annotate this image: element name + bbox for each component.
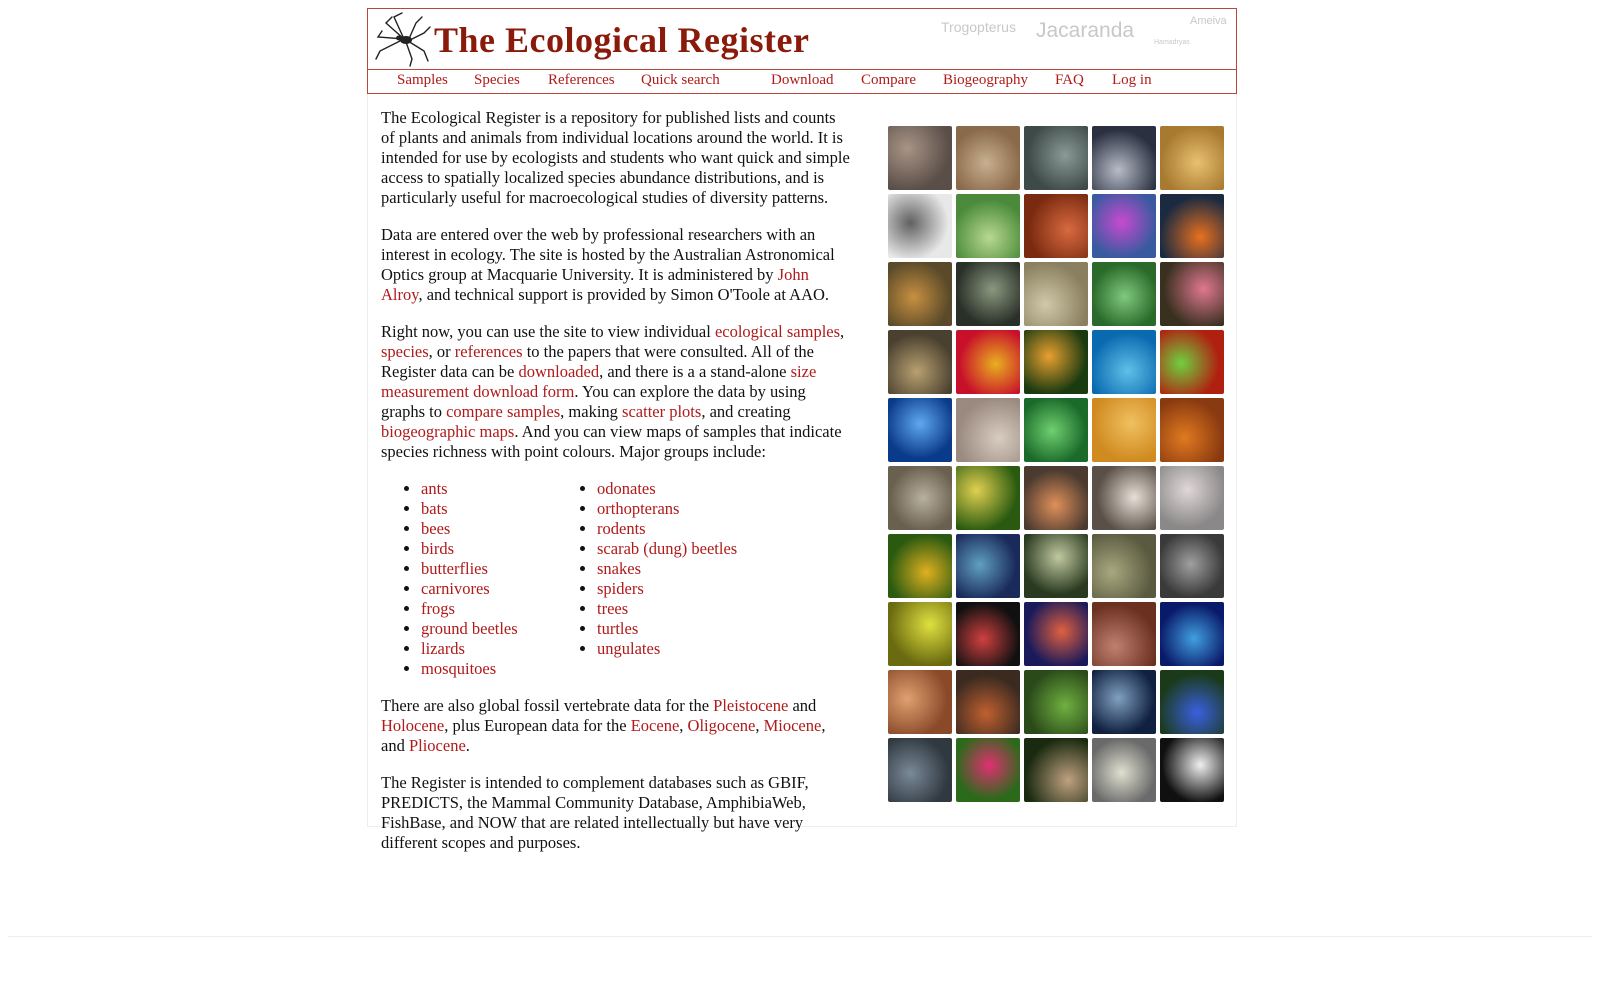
group-list-item bbox=[597, 579, 737, 599]
group-list-item bbox=[597, 619, 737, 639]
scatter-plots-link[interactable]: scatter plots bbox=[622, 402, 702, 421]
species-photo-thumbnail[interactable] bbox=[1160, 466, 1224, 530]
group-list-item bbox=[421, 519, 557, 539]
downloaded-link[interactable]: downloaded bbox=[518, 362, 600, 381]
species-photo-thumbnail[interactable] bbox=[956, 194, 1020, 258]
main-nav bbox=[367, 69, 1237, 94]
nav-references[interactable]: References bbox=[548, 72, 615, 88]
eocene-link[interactable]: Eocene bbox=[630, 716, 680, 735]
species-photo-thumbnail[interactable] bbox=[1024, 330, 1088, 394]
hosting-paragraph: Data are entered over the web by professional researchers with an interest in ecology. The site is hosted by the Australian Astronomical Optics group at Macquarie University. It is administered by John Alroy, and technical support is provided by Simon O'Toole at AAO. bbox=[381, 225, 835, 304]
closing-paragraph: The Register is intended to complement databases such as GBIF, PREDICTS, the Mammal Community Database, AmphibiaWeb, FishBase, and NOW that are related intellectually but have very different scopes and purposes. bbox=[381, 773, 809, 852]
major-groups-list-left bbox=[381, 479, 557, 679]
species-photo-thumbnail[interactable] bbox=[1160, 534, 1224, 598]
intro-paragraph: The Ecological Register is a repository for published lists and counts of plants and animals from individual locations around the world. It is intended for use by ecologists and students who want quick and simple access to spatially localized species abundance distributions, and is particularly useful for macroecological studies of diversity patterns. bbox=[381, 108, 850, 207]
species-photo-gallery bbox=[888, 126, 1218, 806]
group-link-mosquitoes[interactable]: mosquitoes bbox=[421, 659, 497, 678]
group-list-item bbox=[597, 499, 737, 519]
species-photo-thumbnail[interactable] bbox=[1024, 670, 1088, 734]
species-photo-thumbnail[interactable] bbox=[956, 466, 1020, 530]
species-link[interactable]: species bbox=[381, 342, 429, 361]
species-photo-thumbnail[interactable] bbox=[888, 398, 952, 462]
species-photo-thumbnail[interactable] bbox=[1024, 738, 1088, 802]
species-photo-thumbnail[interactable] bbox=[1092, 398, 1156, 462]
species-photo-thumbnail[interactable] bbox=[1024, 398, 1088, 462]
group-list-item bbox=[597, 639, 737, 659]
species-photo-thumbnail[interactable] bbox=[1092, 602, 1156, 666]
species-photo-thumbnail[interactable] bbox=[1092, 670, 1156, 734]
banner-species-name: Hamadryas bbox=[1154, 39, 1190, 46]
species-photo-thumbnail[interactable] bbox=[1024, 126, 1088, 190]
species-photo-thumbnail[interactable] bbox=[1160, 194, 1224, 258]
group-link-snakes[interactable]: snakes bbox=[597, 559, 641, 578]
species-photo-thumbnail[interactable] bbox=[888, 466, 952, 530]
pleistocene-link[interactable]: Pleistocene bbox=[713, 696, 789, 715]
intro-text bbox=[381, 108, 853, 870]
species-photo-thumbnail[interactable] bbox=[888, 738, 952, 802]
site-header bbox=[367, 8, 1237, 69]
species-photo-thumbnail[interactable] bbox=[888, 330, 952, 394]
major-groups-list-right bbox=[557, 479, 737, 679]
species-photo-thumbnail[interactable] bbox=[1024, 534, 1088, 598]
group-link-bats[interactable]: bats bbox=[421, 499, 448, 518]
species-photo-thumbnail[interactable] bbox=[1160, 670, 1224, 734]
species-photo-thumbnail[interactable] bbox=[1160, 602, 1224, 666]
banner-species-name: Trogopterus bbox=[941, 19, 1016, 35]
banner-species-name: Jacaranda bbox=[1036, 19, 1135, 42]
group-list-item bbox=[421, 479, 557, 499]
species-photo-thumbnail[interactable] bbox=[1160, 330, 1224, 394]
group-list-item bbox=[421, 499, 557, 519]
group-list-item bbox=[597, 539, 737, 559]
species-photo-thumbnail[interactable] bbox=[1160, 126, 1224, 190]
pliocene-link[interactable]: Pliocene bbox=[408, 736, 466, 755]
species-photo-thumbnail[interactable] bbox=[1092, 466, 1156, 530]
miocene-link[interactable]: Miocene bbox=[763, 716, 822, 735]
group-link-carnivores[interactable]: carnivores bbox=[421, 579, 490, 598]
group-link-ground-beetles[interactable]: ground beetles bbox=[421, 619, 518, 638]
group-list-item bbox=[421, 579, 557, 599]
group-link-rodents[interactable]: rodents bbox=[597, 519, 646, 538]
features-paragraph: Right now, you can use the site to view individual ecological samples, species, or references to the papers that were consulted. All of the Register data can be downloaded, and there is a a stand-alone size measurement download form. You can explore the data by using graphs to compare samples, making scatter plots, and creating biogeographic maps. And you can view maps of samples that indicate species richness with point colours. Major groups include: bbox=[381, 322, 845, 461]
group-link-spiders[interactable]: spiders bbox=[597, 579, 644, 598]
group-list-item bbox=[421, 599, 557, 619]
nav-faq[interactable]: FAQ bbox=[1055, 72, 1084, 88]
compare-samples-link[interactable]: compare samples bbox=[446, 402, 561, 421]
species-photo-thumbnail[interactable] bbox=[956, 330, 1020, 394]
holocene-link[interactable]: Holocene bbox=[381, 716, 445, 735]
species-photo-thumbnail[interactable] bbox=[1024, 466, 1088, 530]
species-photo-thumbnail[interactable] bbox=[888, 194, 952, 258]
group-link-trees[interactable]: trees bbox=[597, 599, 629, 618]
species-photo-thumbnail[interactable] bbox=[956, 670, 1020, 734]
nav-log-in[interactable]: Log in bbox=[1112, 72, 1152, 88]
group-list-item bbox=[597, 479, 737, 499]
group-list-item bbox=[597, 559, 737, 579]
species-photo-thumbnail[interactable] bbox=[888, 262, 952, 326]
group-link-lizards[interactable]: lizards bbox=[421, 639, 465, 658]
banner-species-name: Ameiva bbox=[1190, 15, 1227, 27]
group-link-bees[interactable]: bees bbox=[421, 519, 451, 538]
species-photo-thumbnail[interactable] bbox=[956, 398, 1020, 462]
species-photo-thumbnail[interactable] bbox=[888, 602, 952, 666]
nav-species[interactable]: Species bbox=[474, 72, 520, 88]
group-link-butterflies[interactable]: butterflies bbox=[421, 559, 488, 578]
john-alroy-link[interactable]: John Alroy bbox=[381, 265, 809, 304]
group-link-frogs[interactable]: frogs bbox=[421, 599, 455, 618]
nav-download[interactable]: Download bbox=[771, 72, 834, 88]
ecological-samples-link[interactable]: ecological samples bbox=[714, 322, 841, 341]
group-list-item bbox=[597, 519, 737, 539]
group-list-item bbox=[421, 539, 557, 559]
group-link-birds[interactable]: birds bbox=[421, 539, 454, 558]
group-list-item bbox=[421, 619, 557, 639]
species-photo-thumbnail[interactable] bbox=[1160, 262, 1224, 326]
group-link-turtles[interactable]: turtles bbox=[597, 619, 639, 638]
nav-samples[interactable]: Samples bbox=[397, 72, 448, 88]
species-photo-thumbnail[interactable] bbox=[888, 670, 952, 734]
group-link-orthopterans[interactable]: orthopterans bbox=[597, 499, 680, 518]
species-photo-thumbnail[interactable] bbox=[1092, 126, 1156, 190]
footer-divider bbox=[8, 936, 1592, 937]
biogeographic-maps-link[interactable]: biogeographic maps bbox=[381, 422, 515, 441]
species-photo-thumbnail[interactable] bbox=[1092, 262, 1156, 326]
species-photo-thumbnail[interactable] bbox=[1092, 738, 1156, 802]
site-title[interactable]: The Ecological Register bbox=[434, 20, 810, 60]
fossil-paragraph: There are also global fossil vertebrate data for the Pleistocene and Holocene, plus European data for the Eocene, Oligocene, Miocene, and Pliocene. bbox=[381, 696, 826, 755]
group-link-odonates[interactable]: odonates bbox=[597, 479, 656, 498]
species-photo-thumbnail[interactable] bbox=[1024, 602, 1088, 666]
species-photo-thumbnail[interactable] bbox=[1092, 330, 1156, 394]
group-link-ungulates[interactable]: ungulates bbox=[597, 639, 661, 658]
group-link-ants[interactable]: ants bbox=[421, 479, 448, 498]
species-photo-thumbnail[interactable] bbox=[888, 126, 952, 190]
references-link[interactable]: references bbox=[454, 342, 523, 361]
species-photo-thumbnail[interactable] bbox=[1160, 398, 1224, 462]
nav-compare[interactable]: Compare bbox=[861, 72, 916, 88]
species-photo-thumbnail[interactable] bbox=[956, 262, 1020, 326]
species-photo-thumbnail[interactable] bbox=[956, 534, 1020, 598]
major-groups-lists bbox=[381, 479, 853, 679]
species-photo-thumbnail[interactable] bbox=[1024, 194, 1088, 258]
species-photo-thumbnail[interactable] bbox=[1092, 194, 1156, 258]
spider-logo-icon[interactable] bbox=[372, 11, 432, 67]
nav-quick-search[interactable]: Quick search bbox=[641, 72, 720, 88]
oligocene-link[interactable]: Oligocene bbox=[687, 716, 756, 735]
species-photo-thumbnail[interactable] bbox=[888, 534, 952, 598]
group-link-scarab-beetles[interactable]: scarab (dung) beetles bbox=[597, 539, 738, 558]
species-photo-thumbnail[interactable] bbox=[956, 602, 1020, 666]
species-photo-thumbnail[interactable] bbox=[1092, 534, 1156, 598]
group-list-item bbox=[597, 599, 737, 619]
species-photo-thumbnail[interactable] bbox=[1160, 738, 1224, 802]
species-photo-thumbnail[interactable] bbox=[956, 738, 1020, 802]
size-measurement-link[interactable]: size measurement download form bbox=[381, 362, 817, 401]
species-photo-thumbnail[interactable] bbox=[956, 126, 1020, 190]
nav-biogeography[interactable]: Biogeography bbox=[943, 72, 1028, 88]
group-list-item bbox=[421, 559, 557, 579]
group-list-item bbox=[421, 659, 557, 679]
species-photo-thumbnail[interactable] bbox=[1024, 262, 1088, 326]
group-list-item bbox=[421, 639, 557, 659]
